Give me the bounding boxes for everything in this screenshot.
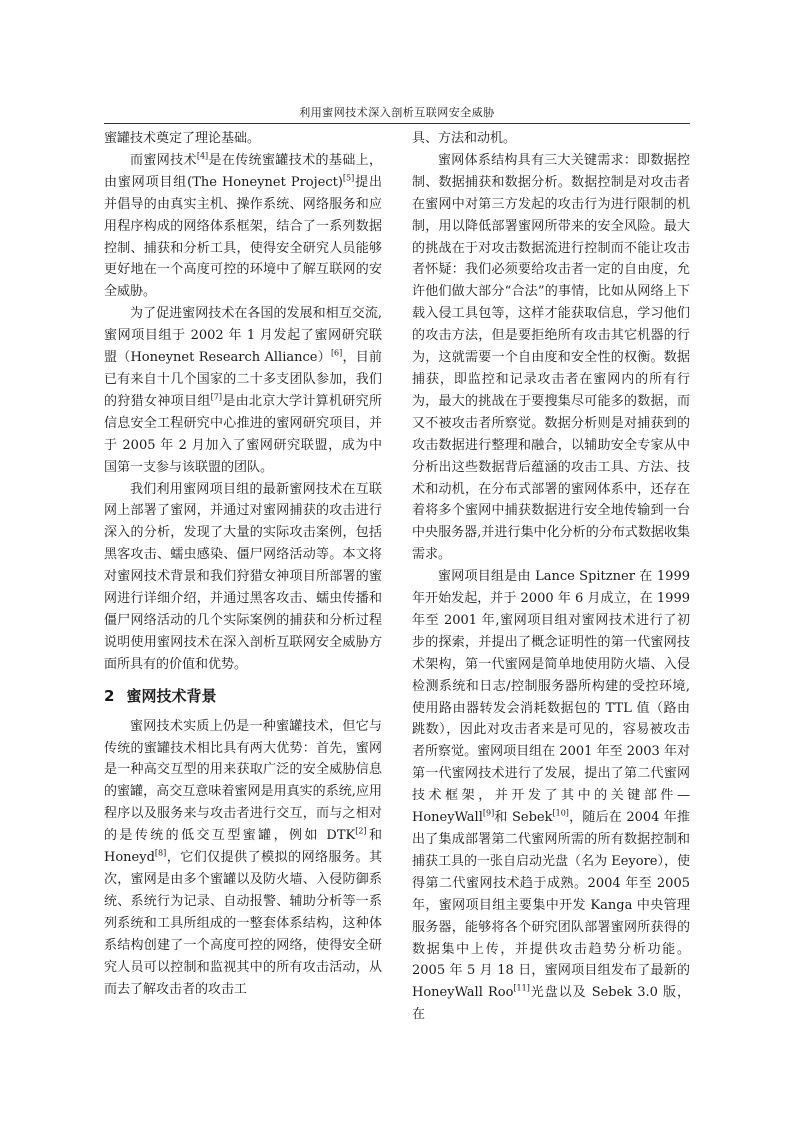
- text-run: ，随后在 2004 年推出了集成部署第二代蜜网所需的所有数据控制和捕获工具的一张自启动光盘（名为 Eeyore），使得第二代蜜网技术趋于成熟。2004 年至 2005 年，蜜网项目组主要集中开发 Kanga 中央管理服务器，能够将各个研究团队部署蜜网所获得的数据集中上传，并提供攻击趋势分析功能。2005 年 5 月 18 日，蜜网项目组发布了最新的 HoneyWall Roo: [412, 810, 690, 1001]
- text-run: 是由北京大学计算机研究所信息安全工程研究中心推进的蜜网研究项目，并于 2005 年 2 月加入了蜜网研究联盟，成为中国第一支参与该联盟的团队。: [104, 393, 382, 475]
- citation-ref: [9]: [482, 808, 495, 818]
- citation-ref: [6]: [330, 348, 343, 358]
- text-run: 和 Sebek: [494, 810, 553, 826]
- section-heading: [104, 685, 382, 707]
- text-run: 是在传统蜜罐技术的基础上，由蜜网项目组(The Honeynet Project): [104, 152, 382, 190]
- paragraph-honeynet-intro: [104, 150, 382, 303]
- citation-ref: [4]: [196, 151, 209, 161]
- text-run: 蜜网项目组是由 Lance Spitzner 在 1999 年开始发起，并于 2000 年 6 月成立，在 1999 年至 2001 年,蜜网项目组对蜜网技术进行了初步的探索，并提出了概念证明性的第一代蜜网技术架构，第一代蜜网是简单地使用防火墙、入侵检测系统和日志/控制服务器所构建的受控环境,使用路由器转发会消耗数据包的 TTL 值（路由跳数），因此对攻击者来是可见的，容易被攻击者所察觉。蜜网项目组在 2001 年至 2003 年对第一代蜜网技术进行了发展，提出了第二代蜜网技术框架，并开发了其中的关键部件—HoneyWall: [412, 569, 690, 826]
- citation-ref: [7]: [210, 392, 222, 402]
- citation-ref: [10]: [552, 808, 569, 818]
- section-title: 蜜网技术背景: [126, 686, 217, 705]
- paragraph-continued: 具、方法和动机。: [412, 131, 517, 146]
- header-rule: [104, 123, 690, 124]
- paragraph-continued: 蜜罐技术奠定了理论基础。: [104, 131, 261, 146]
- text-run: 提出并倡导的由真实主机、操作系统、网络服务和应用程序构成的网络体系框架，结合了一系列数据控制、捕获和分析工具，使得安全研究人员能够更好地在一个高度可控的环境中了解互联网的安全威胁。: [104, 174, 382, 300]
- text-run: ，目前已有来自十几个国家的二十多支团队参加，我们的狩猎女神项目组: [104, 350, 382, 409]
- paragraph-key-requirements: 蜜网体系结构具有三大关键需求：即数据控制、数据捕获和数据分析。数据控制是对攻击者在蜜网中对第三方发起的攻击行为进行限制的机制，用以降低部署蜜网所带来的安全风险。最大的挑战在于对攻击数据流进行控制而不能让攻击者怀疑：我们必须要给攻击者一定的自由度，允许他们做大部分“合法”的事情，比如从网络上下载入侵工具包等，这样才能获取信息，学习他们的攻击方法，但是要拒绝所有攻击其它机器的行为，这就需要一个自由度和安全性的权衡。数据捕获，即监控和记录攻击者在蜜网内的所有行为，最大的挑战在于要搜集尽可能多的数据，而又不被攻击者所察觉。数据分析则是对捕获到的攻击数据进行整理和融合，以辅助安全专家从中分析出这些数据背后蕴涵的攻击工具、方法、技术和动机，在分布式部署的蜜网体系中，还存在着将多个蜜网中捕获数据进行安全地传输到一台中央服务器,并进行集中化分析的分布式数据收集需求。: [412, 152, 690, 563]
- citation-ref: [2]: [355, 826, 367, 836]
- citation-ref: [8]: [154, 848, 167, 858]
- right-column: [412, 128, 690, 1026]
- text-run: 光盘以及 Sebek 3.0 版，在: [412, 985, 690, 1023]
- citation-ref: [11]: [513, 984, 530, 994]
- text-run: 蜜网技术实质上仍是一种蜜罐技术，但它与传统的蜜罐技术相比具有两大优势：首先，蜜网是一种高交互型的用来获取广泛的安全威胁信息的蜜罐，高交互意味着蜜网是用真实的系统,应用程序以及服务来与攻击者进行交互，而与之相对的是传统的低交互型蜜罐，例如 DTK: [104, 718, 382, 844]
- left-column: [104, 128, 382, 1000]
- section-number: 2: [104, 686, 115, 705]
- paragraph-honeynet-advantages: [104, 716, 382, 1001]
- paragraph-research-alliance: [104, 303, 382, 478]
- text-run: ，它们仅提供了模拟的网络服务。其次，蜜网是由多个蜜罐以及防火墙、入侵防御系统、系统行为记录、自动报警、辅助分析等一系列系统和工具所组成的一整套体系结构，这种体系结构创建了一个高度可控的网络，使得安全研究人员可以控制和监视其中的所有攻击活动，从而去了解攻击者的攻击工: [104, 850, 382, 997]
- text-run: 而蜜网技术: [130, 152, 197, 168]
- paragraph-our-deployment: 我们利用蜜网项目组的最新蜜网技术在互联网上部署了蜜网，并通过对蜜网捕获的攻击进行深入的分析，发现了大量的实际攻击案例，包括黑客攻击、蠕虫感染、僵尸网络活动等。本文将对蜜网技术背景和我们狩猎女神项目所部署的蜜网进行详细介绍，并通过黑客攻击、蠕虫传播和僵尸网络活动的几个实际案例的捕获和分析过程说明使用蜜网技术在深入剖析互联网安全威胁方面所具有的价值和优势。: [104, 481, 382, 672]
- text-run: 为了促进蜜网技术在各国的发展和相互交流,蜜网项目组于 2002 年 1 月发起了蜜网研究联盟（Honeynet Research Alliance）: [104, 306, 382, 366]
- citation-ref: [5]: [342, 173, 355, 183]
- text-run: 和 Honeyd: [104, 828, 382, 866]
- paragraph-project-history: [412, 566, 690, 1026]
- running-header: 利用蜜网技术深入剖析互联网安全威胁: [299, 106, 495, 119]
